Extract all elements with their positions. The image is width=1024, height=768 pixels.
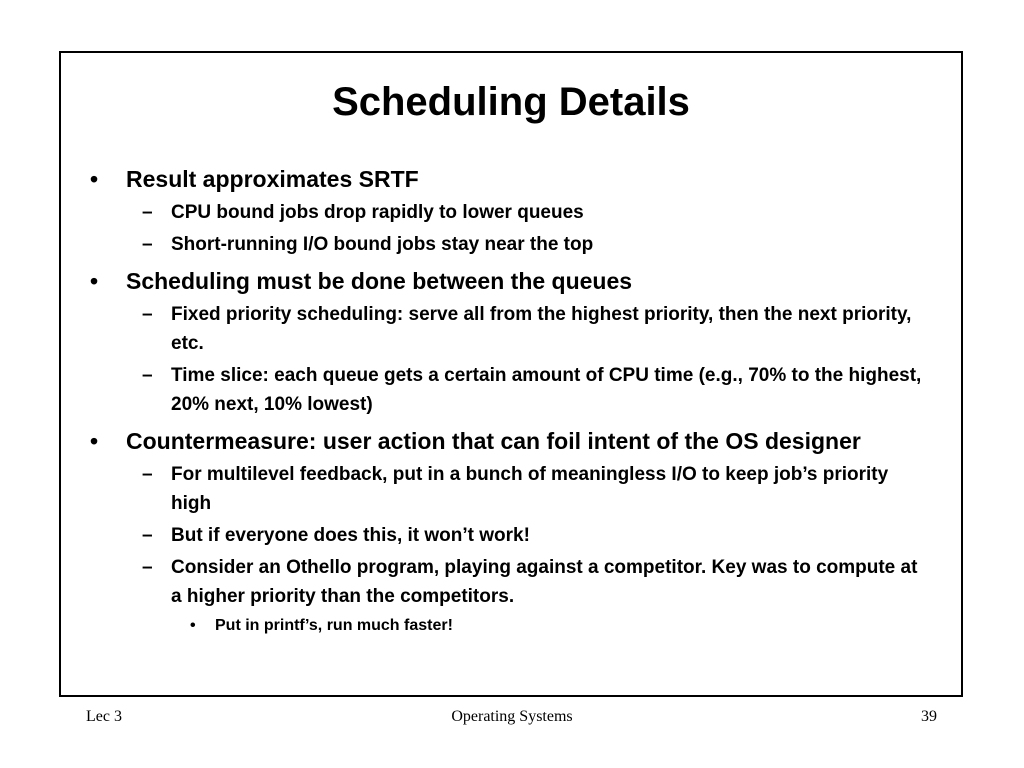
sub-bullet-item [80,198,940,227]
sub-bullet-item [80,553,940,611]
bullet-text: Countermeasure: user action that can foil intent of the OS designer [126,428,861,454]
sub-bullet-text: Short-running I/O bound jobs stay near the top [171,234,594,255]
bullet-text: Scheduling must be done between the queues [126,268,633,294]
footer-course: Operating Systems [451,708,573,725]
bullet-mark: • [90,166,99,192]
bullet-mark: • [90,268,99,294]
slide-title: Scheduling Details [332,80,690,124]
dash-mark: – [142,202,153,223]
sub-bullet-item [80,460,940,518]
dash-mark: – [142,365,153,386]
sub-sub-bullet-item [80,613,940,639]
bullet-item [80,163,940,195]
sub-bullet-item [80,230,940,259]
bullet-item [80,265,940,297]
sub-bullet-item [80,361,940,419]
bullet-item [80,425,940,457]
footer-lecture: Lec 3 [86,708,122,725]
sub-bullet-text: CPU bound jobs drop rapidly to lower queues [171,202,584,223]
sub-bullet-text: Fixed priority scheduling: serve all from the highest priority, then the next priority, etc. [171,304,912,354]
footer-page-number: 39 [921,708,937,725]
dash-mark: – [142,304,153,325]
dash-mark: – [142,234,153,255]
bullet-mark: • [90,428,99,454]
bullet-mark: • [190,617,196,634]
sub-bullet-text: But if everyone does this, it won’t work! [171,525,530,546]
sub-bullet-item [80,300,940,358]
sub-bullet-text: Consider an Othello program, playing against a competitor. Key was to compute at a higher priority than the competitors. [171,557,918,607]
sub-sub-bullet-text: Put in printf’s, run much faster! [215,617,453,634]
sub-bullet-item [80,521,940,550]
dash-mark: – [142,557,153,578]
sub-bullet-text: For multilevel feedback, put in a bunch of meaningless I/O to keep job’s priority high [171,464,889,514]
bullet-text: Result approximates SRTF [126,166,419,192]
sub-bullet-text: Time slice: each queue gets a certain amount of CPU time (e.g., 70% to the highest, 20% next, 10% lowest) [171,365,922,415]
dash-mark: – [142,525,153,546]
bullet-list [80,163,940,639]
dash-mark: – [142,464,153,485]
